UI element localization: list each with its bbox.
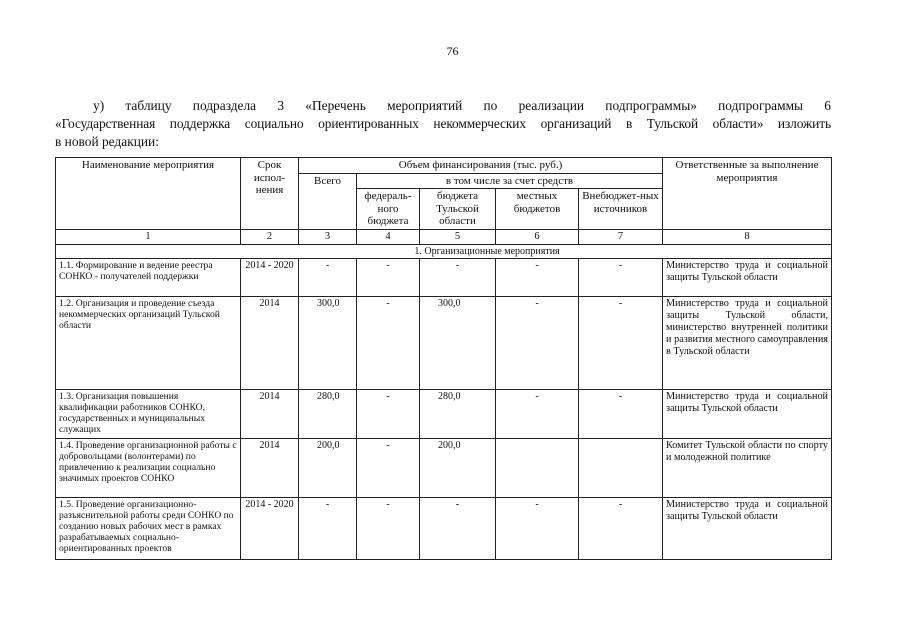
measure-responsible: Министерство труда и социальной защиты Тульской области, министерство внутренней политики и развития местного самоуправления в Тульской области bbox=[663, 297, 832, 390]
intro-paragraph bbox=[55, 97, 831, 151]
measure-local: - bbox=[496, 498, 579, 560]
section-title: 1. Организационные мероприятия bbox=[56, 245, 832, 259]
measure-term: 2014 bbox=[241, 439, 299, 498]
table-row bbox=[56, 297, 832, 390]
measure-name: 1.1. Формирование и ведение реестра СОНКО - получателей поддержки bbox=[56, 259, 241, 297]
header-regional: бюджета Тульской области bbox=[420, 189, 496, 230]
measure-local bbox=[496, 439, 579, 498]
measure-extra: - bbox=[579, 498, 663, 560]
table-row bbox=[56, 390, 832, 439]
intro-line: в новой редакции: bbox=[55, 134, 159, 149]
column-number: 6 bbox=[496, 230, 579, 245]
intro-line: «Государственная поддержка социально ориентированных некоммерческих организаций в Тульской области» изложить bbox=[55, 116, 831, 131]
measure-total: 200,0 bbox=[299, 439, 357, 498]
measure-federal: - bbox=[357, 498, 420, 560]
measure-federal: - bbox=[357, 259, 420, 297]
header-total: Всего bbox=[299, 173, 357, 230]
measure-total: - bbox=[299, 498, 357, 560]
measure-total: 280,0 bbox=[299, 390, 357, 439]
measure-term: 2014 bbox=[241, 390, 299, 439]
measure-responsible: Министерство труда и социальной защиты Тульской области bbox=[663, 498, 832, 560]
header-local: местных бюджетов bbox=[496, 189, 579, 230]
measure-regional: - bbox=[420, 259, 496, 297]
table-row bbox=[56, 498, 832, 560]
measure-name: 1.3. Организация повышения квалификации работников СОНКО, государственных и муниципальных служащих bbox=[56, 390, 241, 439]
measure-extra: - bbox=[579, 259, 663, 297]
measure-federal: - bbox=[357, 390, 420, 439]
measure-local: - bbox=[496, 390, 579, 439]
header-extra: Внебюджет-ных источников bbox=[579, 189, 663, 230]
measure-regional: 200,0 bbox=[420, 439, 496, 498]
measure-responsible: Комитет Тульской области по спорту и молодежной политике bbox=[663, 439, 832, 498]
measure-name: 1.4. Проведение организационной работы с добровольцами (волонтерами) по привлечению к реализации социально значимых проектов СОНКО bbox=[56, 439, 241, 498]
measure-extra: - bbox=[579, 297, 663, 390]
measure-regional: 280,0 bbox=[420, 390, 496, 439]
table-row bbox=[56, 259, 832, 297]
header-federal: федераль-ного бюджета bbox=[357, 189, 420, 230]
measure-local: - bbox=[496, 297, 579, 390]
column-number: 1 bbox=[56, 230, 241, 245]
measure-federal: - bbox=[357, 439, 420, 498]
measure-extra bbox=[579, 439, 663, 498]
measure-term: 2014 bbox=[241, 297, 299, 390]
column-number: 2 bbox=[241, 230, 299, 245]
measure-local: - bbox=[496, 259, 579, 297]
measure-regional: - bbox=[420, 498, 496, 560]
intro-line: у) таблицу подраздела 3 «Перечень мероприятий по реализации подпрограммы» подпрограммы 6 bbox=[93, 98, 831, 113]
header-term: Срок испол-нения bbox=[241, 158, 299, 230]
header-name: Наименование мероприятия bbox=[56, 158, 241, 230]
measure-term: 2014 - 2020 bbox=[241, 259, 299, 297]
measure-extra: - bbox=[579, 390, 663, 439]
column-number: 8 bbox=[663, 230, 832, 245]
measure-federal: - bbox=[357, 297, 420, 390]
column-number: 4 bbox=[357, 230, 420, 245]
header-including: в том числе за счет средств bbox=[357, 173, 663, 189]
measure-responsible: Министерство труда и социальной защиты Тульской области bbox=[663, 259, 832, 297]
measure-regional: 300,0 bbox=[420, 297, 496, 390]
header-funding: Объем финансирования (тыс. руб.) bbox=[299, 158, 663, 174]
table-row bbox=[56, 439, 832, 498]
measure-name: 1.5. Проведение организационно-разъяснительной работы среди СОНКО по созданию новых рабочих мест в рамках разрабатываемых социально-ориентированных проектов bbox=[56, 498, 241, 560]
measures-table bbox=[55, 157, 832, 560]
column-number: 7 bbox=[579, 230, 663, 245]
measure-name: 1.2. Организация и проведение съезда некоммерческих организаций Тульской области bbox=[56, 297, 241, 390]
measure-responsible: Министерство труда и социальной защиты Тульской области bbox=[663, 390, 832, 439]
header-row bbox=[56, 158, 832, 174]
measure-term: 2014 - 2020 bbox=[241, 498, 299, 560]
column-number: 5 bbox=[420, 230, 496, 245]
section-row bbox=[56, 245, 832, 259]
measure-total: 300,0 bbox=[299, 297, 357, 390]
column-number: 3 bbox=[299, 230, 357, 245]
page-number: 76 bbox=[446, 44, 459, 58]
header-responsible: Ответственные за выполнение мероприятия bbox=[663, 158, 832, 230]
column-number-row bbox=[56, 230, 832, 245]
measure-total: - bbox=[299, 259, 357, 297]
